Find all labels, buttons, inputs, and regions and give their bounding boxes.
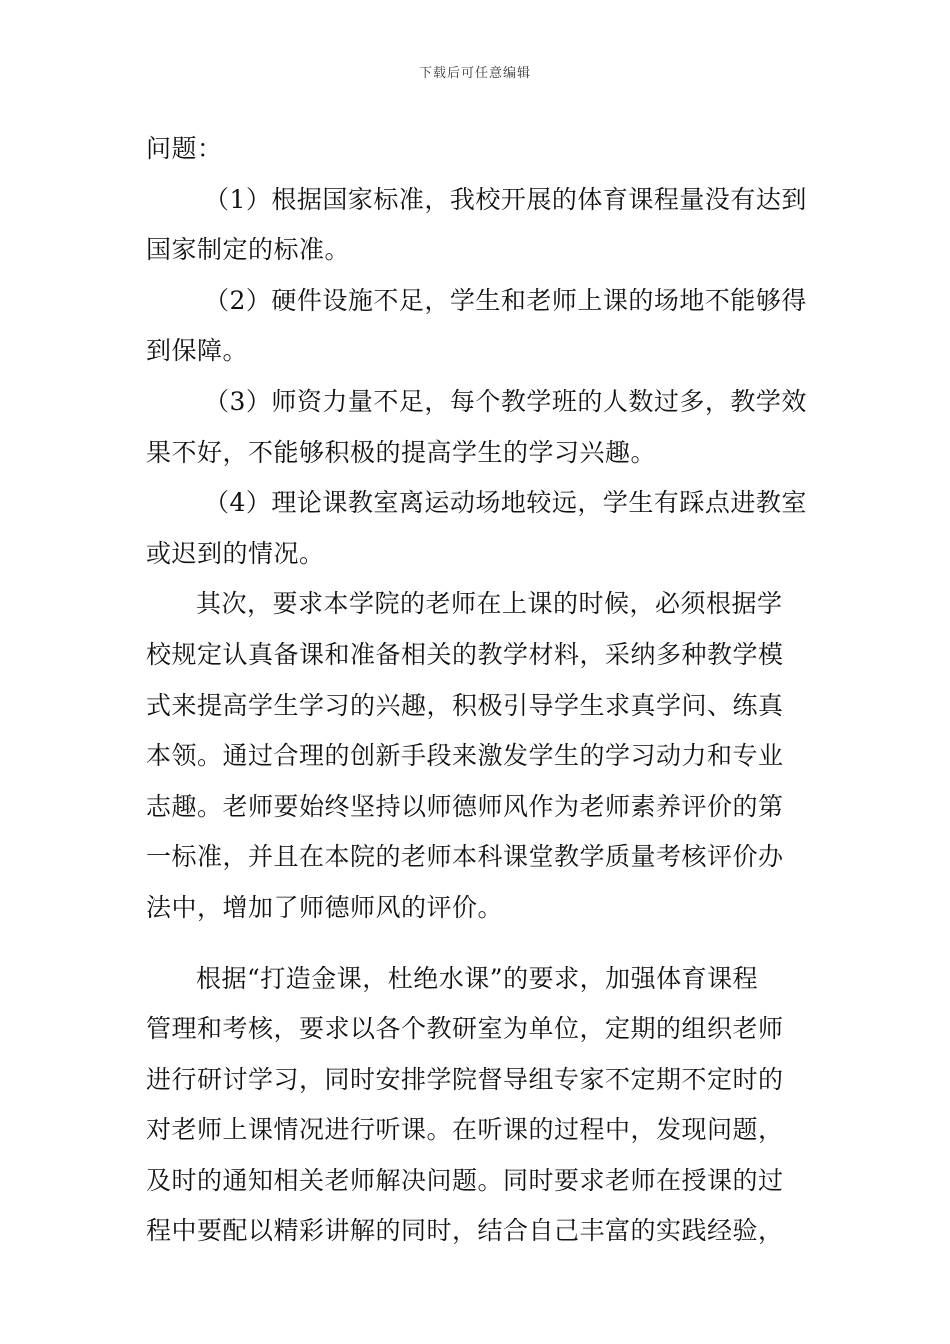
text-line: （3）师资力量不足，每个教学班的人数过多，教学效 <box>204 386 807 416</box>
text-line: 志趣。老师要始终坚持以师德师风作为老师素养评价的第 <box>146 791 784 821</box>
text-line: 对老师上课情况进行听课。在听课的过程中，发现问题， <box>146 1115 784 1145</box>
text-line: 国家制定的标准。 <box>146 235 351 265</box>
text-line: 本领。通过合理的创新手段来激发学生的学习动力和专业 <box>146 741 784 771</box>
text-line: （2）硬件设施不足，学生和老师上课的场地不能够得 <box>204 285 807 315</box>
text-line: 到保障。 <box>146 336 249 366</box>
text-line: 管理和考核，要求以各个教研室为单位，定期的组织老师 <box>146 1014 784 1044</box>
text-line: 校规定认真备课和准备相关的教学材料，采纳多种教学模 <box>146 639 784 669</box>
paragraph-gap <box>146 934 806 954</box>
document-body <box>146 124 806 1257</box>
page-header: 下载后可任意编辑 <box>418 66 531 81</box>
text-line: （1）根据国家标准，我校开展的体育课程量没有达到 <box>204 184 807 214</box>
text-line: 一标准，并且在本院的老师本科课堂教学质量考核评价办 <box>146 842 784 872</box>
text-line: 果不好，不能够积极的提高学生的学习兴趣。 <box>146 437 657 467</box>
text-line: 法中，增加了师德师风的评价。 <box>146 892 504 922</box>
text-line: 根据“打造金课，杜绝水课”的要求，加强体育课程 <box>196 963 759 993</box>
text-line: 进行研讨学习，同时安排学院督导组专家不定期不定时的 <box>146 1064 784 1094</box>
text-line: 程中要配以精彩讲解的同时，结合自己丰富的实践经验， <box>146 1216 784 1246</box>
text-line: 或迟到的情况。 <box>146 538 325 568</box>
text-line: 问题： <box>146 134 223 163</box>
text-line: （4）理论课教室离运动场地较远，学生有踩点进教室 <box>204 488 807 518</box>
text-line: 其次，要求本学院的老师在上课的时候，必须根据学 <box>196 589 783 619</box>
text-line: 及时的通知相关老师解决问题。同时要求老师在授课的过 <box>146 1165 784 1195</box>
text-line: 式来提高学生学习的兴趣，积极引导学生求真学问、练真 <box>146 690 784 720</box>
